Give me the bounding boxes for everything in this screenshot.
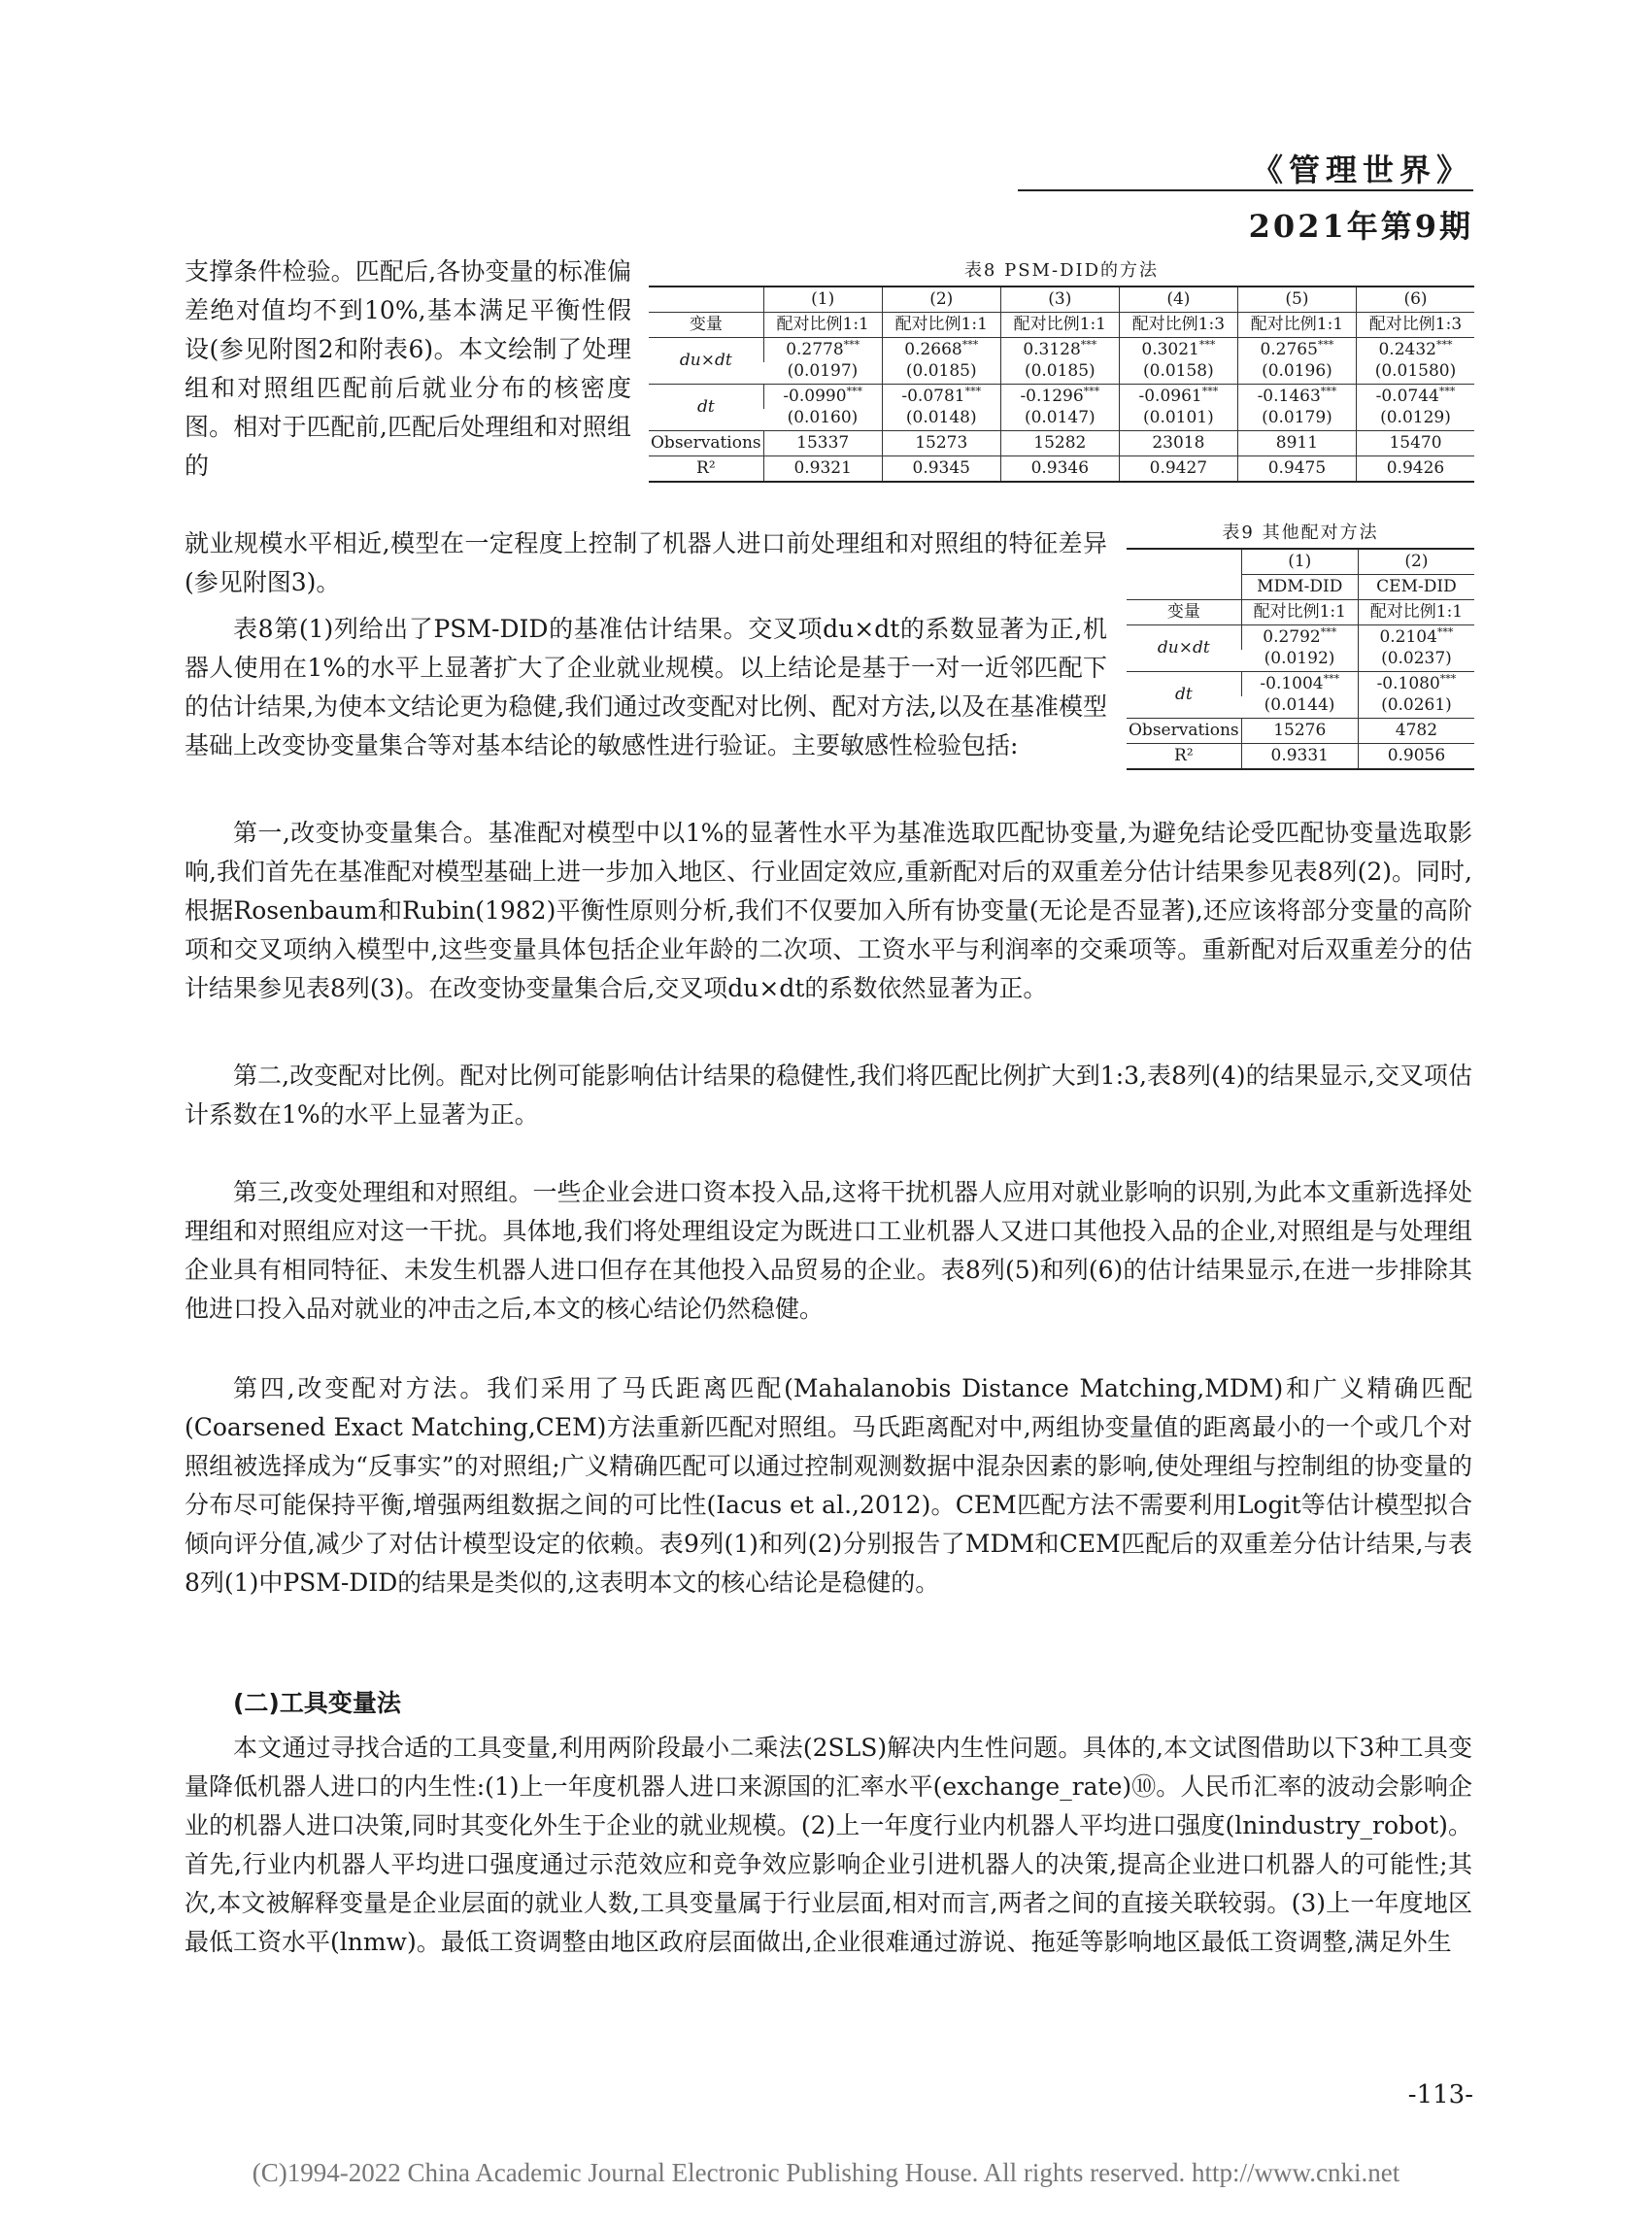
table8 — [649, 286, 1474, 483]
table9-row-dudt-label: du×dt — [1127, 625, 1241, 672]
table8-obs: 15273 — [882, 431, 1000, 456]
table9-col-2: (2) — [1358, 549, 1474, 575]
table8-col-1: (1) — [763, 287, 882, 313]
table9-se: (0.0144) — [1264, 695, 1335, 715]
table8-col-5: (5) — [1237, 287, 1356, 313]
table8-col-6: (6) — [1356, 287, 1474, 313]
table8-se: (0.0148) — [882, 409, 1000, 431]
table9-ratio: 配对比例1:1 — [1358, 600, 1474, 625]
table-corner — [1127, 575, 1241, 600]
table8-obs: 8911 — [1237, 431, 1356, 456]
section-heading: (二)工具变量法 — [233, 1689, 401, 1717]
paragraph-methods: 第四,改变配对方法。我们采用了马氏距离匹配(Mahalanobis Distance Matching,MDM)和广义精确匹配(Coarsened Exact Matching,CEM)方法重新匹配对照组。马氏距离配对中,两组协变量值的距离最小的一个或几个对照组被选择成为“反事实”的对照组;广义精确匹配可以通过控制观测数据中混杂因素的影响,使处理组与控制组的协变量的分布尽可能保持平衡,增强两组数据之间的可比性(Iacus et al.,2012)。CEM匹配方法不需要利用Logit等估计模型拟合倾向评分值,减少了对估计模型设定的依赖。表9列(1)和列(2)分别报告了MDM和CEM匹配后的双重差分估计结果,与表8列(1)中PSM-DID的结果是类似的,这表明本文的核心结论是稳健的。 — [185, 1374, 1472, 1597]
table8-se: (0.0158) — [1119, 362, 1237, 385]
table8-coef: -0.0990*** — [763, 385, 882, 410]
table8-r2: 0.9475 — [1237, 456, 1356, 483]
table9-se: (0.0192) — [1264, 649, 1335, 668]
table8-coef: 0.3128*** — [1000, 338, 1119, 363]
paragraph-kernel-density: 就业规模水平相近,模型在一定程度上控制了机器人进口前处理组和对照组的特征差异(参见附图3)。 — [185, 529, 1107, 596]
page-number: -113- — [1407, 2080, 1473, 2109]
table9-r2: 0.9056 — [1358, 744, 1474, 770]
table8-obs-label: Observations — [649, 431, 763, 456]
table9-coef: -0.1004*** — [1241, 672, 1358, 697]
table8-obs: 23018 — [1119, 431, 1237, 456]
table-corner — [649, 287, 763, 313]
table8-var-header: 变量 — [649, 313, 763, 338]
table8-se: (0.0185) — [882, 362, 1000, 385]
table8-coef: -0.0744*** — [1356, 385, 1474, 410]
table9-method: MDM-DID — [1241, 575, 1358, 600]
table9-obs-label: Observations — [1127, 719, 1241, 744]
table8-r2: 0.9345 — [882, 456, 1000, 483]
table8-coef: 0.3021*** — [1119, 338, 1237, 363]
table8-row-dt-label: dt — [649, 385, 763, 431]
table8-se: (0.0179) — [1237, 409, 1356, 431]
header-rule — [1018, 189, 1473, 191]
table8-coef: 0.2778*** — [763, 338, 882, 363]
table-corner — [1127, 549, 1241, 575]
table8-coef: 0.2765*** — [1237, 338, 1356, 363]
table9-r2-label: R² — [1127, 744, 1241, 770]
table8-coef: -0.1463*** — [1237, 385, 1356, 410]
paragraph-groups: 第三,改变处理组和对照组。一些企业会进口资本投入品,这将干扰机器人应用对就业影响的识别,为此本文重新选择处理组和对照组应对这一干扰。具体地,我们将处理组设定为既进口工业机器人又进口其他投入品的企业,对照组是与处理组企业具有相同特征、未发生机器人进口但存在其他投入品贸易的企业。表8列(5)和列(6)的估计结果显示,在进一步排除其他进口投入品对就业的冲击之后,本文的核心结论仍然稳健。 — [185, 1178, 1472, 1323]
table9-var-header: 变量 — [1127, 600, 1241, 625]
table9-coef: -0.1080*** — [1358, 672, 1474, 697]
table8-se: (0.0196) — [1237, 362, 1356, 385]
table8-coef: -0.0961*** — [1119, 385, 1237, 410]
issue-label: 2021年第9期 — [1248, 208, 1473, 245]
table8-r2: 0.9426 — [1356, 456, 1474, 483]
table9-se: (0.0237) — [1358, 650, 1474, 672]
paragraph-baseline-results: 表8第(1)列给出了PSM-DID的基准估计结果。交叉项du×dt的系数显著为正,机器人使用在1%的水平上显著扩大了企业就业规模。以上结论是基于一对一近邻匹配下的估计结果,为使本文结论更为稳健,我们通过改变配对比例、配对方法,以及在基准模型基础上改变协变量集合等对基本结论的敏感性进行验证。主要敏感性检验包括: — [185, 615, 1107, 759]
table8-se: (0.0129) — [1356, 409, 1474, 431]
table9-row-dt-label: dt — [1127, 672, 1241, 719]
table8-obs: 15282 — [1000, 431, 1119, 456]
table8-r2: 0.9321 — [763, 456, 882, 483]
table8-ratio: 配对比例1:1 — [882, 313, 1000, 338]
table9-coef: 0.2104*** — [1358, 625, 1474, 651]
table9-obs: 4782 — [1358, 719, 1474, 744]
table8-ratio: 配对比例1:3 — [1356, 313, 1474, 338]
table8-se: (0.0185) — [1000, 362, 1119, 385]
table8-r2: 0.9346 — [1000, 456, 1119, 483]
table8-col-4: (4) — [1119, 287, 1237, 313]
table9-method: CEM-DID — [1358, 575, 1474, 600]
table8-r2: 0.9427 — [1119, 456, 1237, 483]
table8-se: (0.0147) — [1000, 409, 1119, 431]
paragraph-covariates: 第一,改变协变量集合。基准配对模型中以1%的显著性水平为基准选取匹配协变量,为避免结论受匹配协变量选取影响,我们首先在基准配对模型基础上进一步加入地区、行业固定效应,重新配对后的双重差分估计结果参见表8列(2)。同时,根据Rosenbaum和Rubin(1982)平衡性原则分析,我们不仅要加入所有协变量(无论是否显著),还应该将部分变量的高阶项和交叉项纳入模型中,这些变量具体包括企业年龄的二次项、工资水平与利润率的交乘项等。重新配对后双重差分的估计结果参见表8列(3)。在改变协变量集合后,交叉项du×dt的系数依然显著为正。 — [185, 819, 1472, 1002]
table8-r2-label: R² — [649, 456, 763, 483]
table8-ratio: 配对比例1:1 — [1237, 313, 1356, 338]
table9-r2: 0.9331 — [1241, 744, 1358, 770]
table8-obs: 15470 — [1356, 431, 1474, 456]
table9-coef: 0.2792*** — [1241, 625, 1358, 651]
table8-ratio: 配对比例1:1 — [1000, 313, 1119, 338]
table8-se: (0.0160) — [787, 408, 859, 427]
paragraph-ratio: 第二,改变配对比例。配对比例可能影响估计结果的稳健性,我们将匹配比例扩大到1:3,表8列(4)的结果显示,交叉项估计系数在1%的水平上显著为正。 — [185, 1062, 1472, 1129]
table8-caption: 表8 PSM-DID的方法 — [963, 260, 1160, 281]
table8-coef: 0.2432*** — [1356, 338, 1474, 363]
table9-se: (0.0261) — [1358, 696, 1474, 719]
table8-coef: 0.2668*** — [882, 338, 1000, 363]
table8-col-2: (2) — [882, 287, 1000, 313]
table8-ratio: 配对比例1:3 — [1119, 313, 1237, 338]
paragraph-balance: 支撑条件检验。匹配后,各协变量的标准偏差绝对值均不到10%,基本满足平衡性假设(参见附图2和附表6)。本文绘制了处理组和对照组匹配前后就业分布的核密度图。相对于匹配前,匹配后处理组和对照组的 — [185, 257, 631, 480]
table8-se: (0.01580) — [1356, 362, 1474, 385]
table9 — [1127, 548, 1474, 770]
table9-ratio: 配对比例1:1 — [1241, 600, 1358, 625]
table8-row-dudt-label: du×dt — [649, 338, 763, 385]
table9-col-1: (1) — [1241, 549, 1358, 575]
table9-caption: 表9 其他配对方法 — [1222, 523, 1379, 543]
paragraph-instruments: 本文通过寻找合适的工具变量,利用两阶段最小二乘法(2SLS)解决内生性问题。具体的,本文试图借助以下3种工具变量降低机器人进口的内生性:(1)上一年度机器人进口来源国的汇率水平(exchange_rate)⑩。人民币汇率的波动会影响企业的机器人进口决策,同时其变化外生于企业的就业规模。(2)上一年度行业内机器人平均进口强度(lnindustry_robot)。首先,行业内机器人平均进口强度通过示范效应和竞争效应影响企业引进机器人的决策,提高企业进口机器人的可能性;其次,本文被解释变量是企业层面的就业人数,工具变量属于行业层面,相对而言,两者之间的直接关联较弱。(3)上一年度地区最低工资水平(lnmw)。最低工资调整由地区政府层面做出,企业很难通过游说、拖延等影响地区最低工资调整,满足外生 — [185, 1734, 1472, 1956]
table8-se: (0.0197) — [787, 361, 859, 381]
table8-obs: 15337 — [763, 431, 882, 456]
table8-se: (0.0101) — [1119, 409, 1237, 431]
journal-title: 《管理世界》 — [1251, 152, 1473, 188]
table8-coef: -0.0781*** — [882, 385, 1000, 410]
table8-col-3: (3) — [1000, 287, 1119, 313]
table8-coef: -0.1296*** — [1000, 385, 1119, 410]
copyright-footer: (C)1994-2022 China Academic Journal Electronic Publishing House. All rights reserved. http://www.cnki.net — [252, 2158, 1400, 2187]
table8-ratio: 配对比例1:1 — [763, 313, 882, 338]
table9-obs: 15276 — [1241, 719, 1358, 744]
